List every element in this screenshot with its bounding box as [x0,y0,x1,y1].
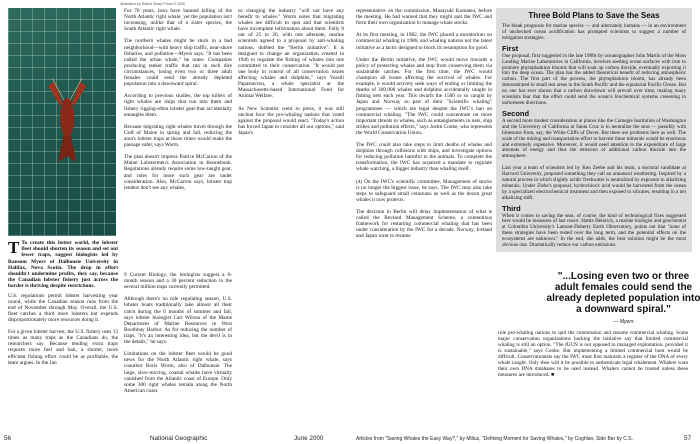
sidebar-third-text: When it comes to saving the seas, of course, the kind of technological fixes suggested here would be measures of last resort. Hattie Heinrich, a marine biologist and geochemist at Columbia University's Lamont-Doherty Earth Observatory, points out that "none of these strategies have been tested over the long term, and the potential effects on the ecosystems are unknown." In the end, she adds, the best solution might be the most obvious one. Dramatically reduce our carbon emissions. [502,212,686,249]
body-text: so changing the industry "will not have any benefit to whales." Worm notes that migrating whales are difficult to spot and that scientists have incomplete information about them. Fully 8 out of 25 to 20, with one alternate, marine scientists agreed to a proposal by anti-whaling nations, dubbed the "Berlin initiative": It is designed to change an organization created in 1946 to regulate the fishing of whales into one committed to their conservation. "It would put one body in control of all conservation issues affecting whales and dolphins," says Vassili Papastavrou, a whale specialist at the Massachusetts-based International Fund for Animal Welfare. As New Scientist went to press, it was still unclear how the pro-whaling nations that voted against the proposal would react. "Today's action has forced Japan to consider all our options," said Japan's [238,8,344,136]
right-column-1 [356,8,492,240]
sidebar-title: Three Bold Plans to Save the Seas [528,11,660,20]
left-column-3 [238,8,344,136]
right-bottom-column [498,330,688,378]
section-heading-third: Third [502,203,521,213]
article-citation: Articles from "Saving Whales the Easy Way?," by Milius, "Defining Moment for Saving Whales," by Coghlan, Side Bar by C.S. [356,436,634,442]
sidebar-box [496,8,692,252]
body-text: 9 Current Biology, the biologists suggest a 6-month season and a 30 percent reduction in the several million traps currently permitted. Although there's no rule regulating season, U.S. lobster boats traditionally take almost all their catch during the 6 months of summer and fall, says lobster biologist Carl Wilson of the Maine Department of Marine Resources in West Boothbay Harbor. As for reducing the number of traps, "it's an interesting idea, but the devil is in the details," he says. Limitations on the lobster fleet would be good news for the North Atlantic right whale, says coauthor Boris Worm, also of Dalhousie. The large, slow-moving, coastal whales have virtually vanished from the Atlantic coast of Europe. Only some 300 right whales remain along the North American coast. [124,272,232,394]
lobster-icon [44,78,90,166]
body-text: For 70 years, laws have banned killing of the North Atlantic right whale, yet the population isn't increasing, unlike that of a sister species, the South Atlantic right whale. The northern whales might be stuck in a bad neighborhood—with heavy ship traffic, near-shore fisheries, and pollution—Myers says. "It has been called the urban whale," he notes. Companies producing tanker traffic that run in such dire circumstances, losing even two or three adult females could send the already depleted population into a downward spiral. According to previous studies, the top killers of right whales are ships that run into them and fishery rigging-often lobster gear-that accidentally entangles them. Because migrating right whales travel through the Gulf of Maine in spring and fall, reducing the area's lobster traps at those times would make the passage safer, says Worm. The plan doesn't impress Patrice McCarron of the Maine Lobstermen's Association in Kennebunk. Regulations already require some low-taught gear, and rules for more such gear are under consideration. Also, McCarron says, lobster trap lenders don't see any whales, [124,8,232,191]
section-heading-first: First [502,43,519,53]
magazine-name: National Geographic [150,435,208,442]
sidebar-content [502,24,686,249]
left-column-2 [124,8,232,191]
pull-quote-cite: — Myers [613,319,634,325]
left-column-2-bottom [124,272,232,394]
body-text: role pro-whaling nations to quit the commission and resume commercial whaling. Some major conservation organizations backing the initiative say that limited commercial whaling is still an option. "The IUCN is not opposed to managed exploitation, provided it is sustainable," says Cooke. But implementing a limited commercial hunt would be difficult. Conservationists say the IWC must first maintain a register of the DNA of every whale caught. Only then will it be possible to authenticate legal whalemeat. Whalers want their own DNA databases to be used instead. Whalers cannot be trusted unless these measures are introduced. ■ [498,330,688,378]
left-intro-column [8,240,118,366]
lead-paragraph: T To create this better world, the lobster fleet should shorten its season and set out fewer traps, suggest biologists led by Ransom Myers of Dalhousie University in Halifax, Nova Scotia. The drop in effort shouldn't undermine profits, they say, because the Canadian lobster fishery just across the border is thriving despite restrictions. [8,238,118,290]
sidebar-intro: The bleak prognosis for marine species — and alternately humans — in an environment of unchecked ocean acidification has prompted scientists to suggest a number of mitigation strategies. [502,23,686,41]
pull-quote-text: "...Losing even two or three adult females could send the already depleted population into a downward spiral." [546,271,700,315]
pull-quote [546,265,700,325]
right-page-number: 57 [684,435,692,442]
photo-credit: Illustration by Robert Sharp Photo © 2000 [120,2,185,6]
lobster-photo [8,8,116,236]
drop-cap: T [8,238,20,257]
sidebar-second-text: A second more modest consideration at places like the Carnegie Institution of Washington and the University of California at Santa Cruz is to neutralize the seas — possibly with limestone from, say, the White Cliffs of Dover. But there are problems here as well. The scale of the mining and transportation effort to harvest these minerals would be enormous and extremely expensive. Moreover, it would need attention to the expenditure of large amounts of energy and thus the emission of additional carbon dioxide into the atmosphere. Last year a team of scientists led by Ken Zeebe and his team, a doctoral candidate at Harvard University, proposed something they call an unnatural weathering. Inspired by a natural process in which slightly acidic freshwater is neutralized by exposure to alkalizing minerals. Under Ziebe's proposal, hydrochloric acid would be harvested from the ocean by a specialized electrochemical treatment and then exposed to silicates, resulting in a net alkalizing shift. [502,117,686,201]
body-text: representative on the commission, Masayuki Komatsu, before the meeting. He had warned that they might quit the IWC and form their own organization to manage whale stocks. At its first meeting, in 1982, the IWC placed a moratorium on commercial whaling in 1986, and whaling nations not the latest initiative as a tactic designed to block its resumption for good. Under the Berlin initiative, the IWC would move towards a policy of protecting whales and stop from conserving them via sustainable catches. For the first time, the IWC would champion all issues affecting the survival of whales. For example, it would actively seek ways of ending or limiting the deaths of 300,000 whales and dolphins accidentally caught in fishing nets each year. This dwarfs the 1500 or so caught by Japan and Norway as part of their "Scientific whaling" programmes — which are legal despite the IWC's ban on commercial whaling. "The IWC could concentrate on more important threats to whales, such as entanglements in nets, ship strikes and pollution effects," says Justin Cooke, who represents the World Conservation Union. The IWC could also take steps to limit deaths of whales and dolphins through collisions with ships, and investigate options for reducing pollution harmful to the animals. To complete the transformation, the IWC has acquired a mandate to regulate whale watching, a bigger industry than whaling itself. (4) On the IWC's scientific committee, Management of stocks is no longer the biggest issue, he says. The IWC may also take steps to safeguard small cetaceans as well as the dozen great whales it now protects. The decision in Berlin will delay implementation of what is called the Revised Management Scheme, a contentious framework for restarting commercial whaling that has been under consideration by the IWC for a decade. Norway, Iceland and Japan want to resume [356,8,492,240]
section-heading-second: Second [502,108,530,118]
left-page-number: 56 [4,435,12,442]
body-text: U.S. regulations permit lobster harvesting year round, while the Canadian season runs from the end of November through May. Overall, the U.S. fleet catches a third more lobsters but expends disproportionately more resources doing it. For a given lobster harvest, the U.S. fishery uses 13 times as many traps as the Canadians do, the researchers say. Because tending extra traps requires more fuel and bait, a shorter, more efficient fishing effort could be as profitable, the team argues. In the Jan [8,292,118,366]
sidebar-first-text: One proposal, first suggested in the late 1980s by oceanographer John Martin of the Moss Landing Marine Laboratories in California, involves seeding ocean surfaces with iron to promote phytoplankton blooms that will soak up carbon dioxide, eventually exporting it into the deep ocean. The plan has the added theoretical benefit of reducing atmospheric carbon. The first part of the process, the phytoplankton bloom, has already been demonstrated in small test areas in the South Pacific and the equatorial Pacific Ocean. But no one has ever shown that a carbon drawdown will prevail over time, making many scientists fear that the effort could send the ocean's biochemical systems careening in unforeseen directions. [502,52,686,106]
issue-date: June 2000 [294,435,324,442]
